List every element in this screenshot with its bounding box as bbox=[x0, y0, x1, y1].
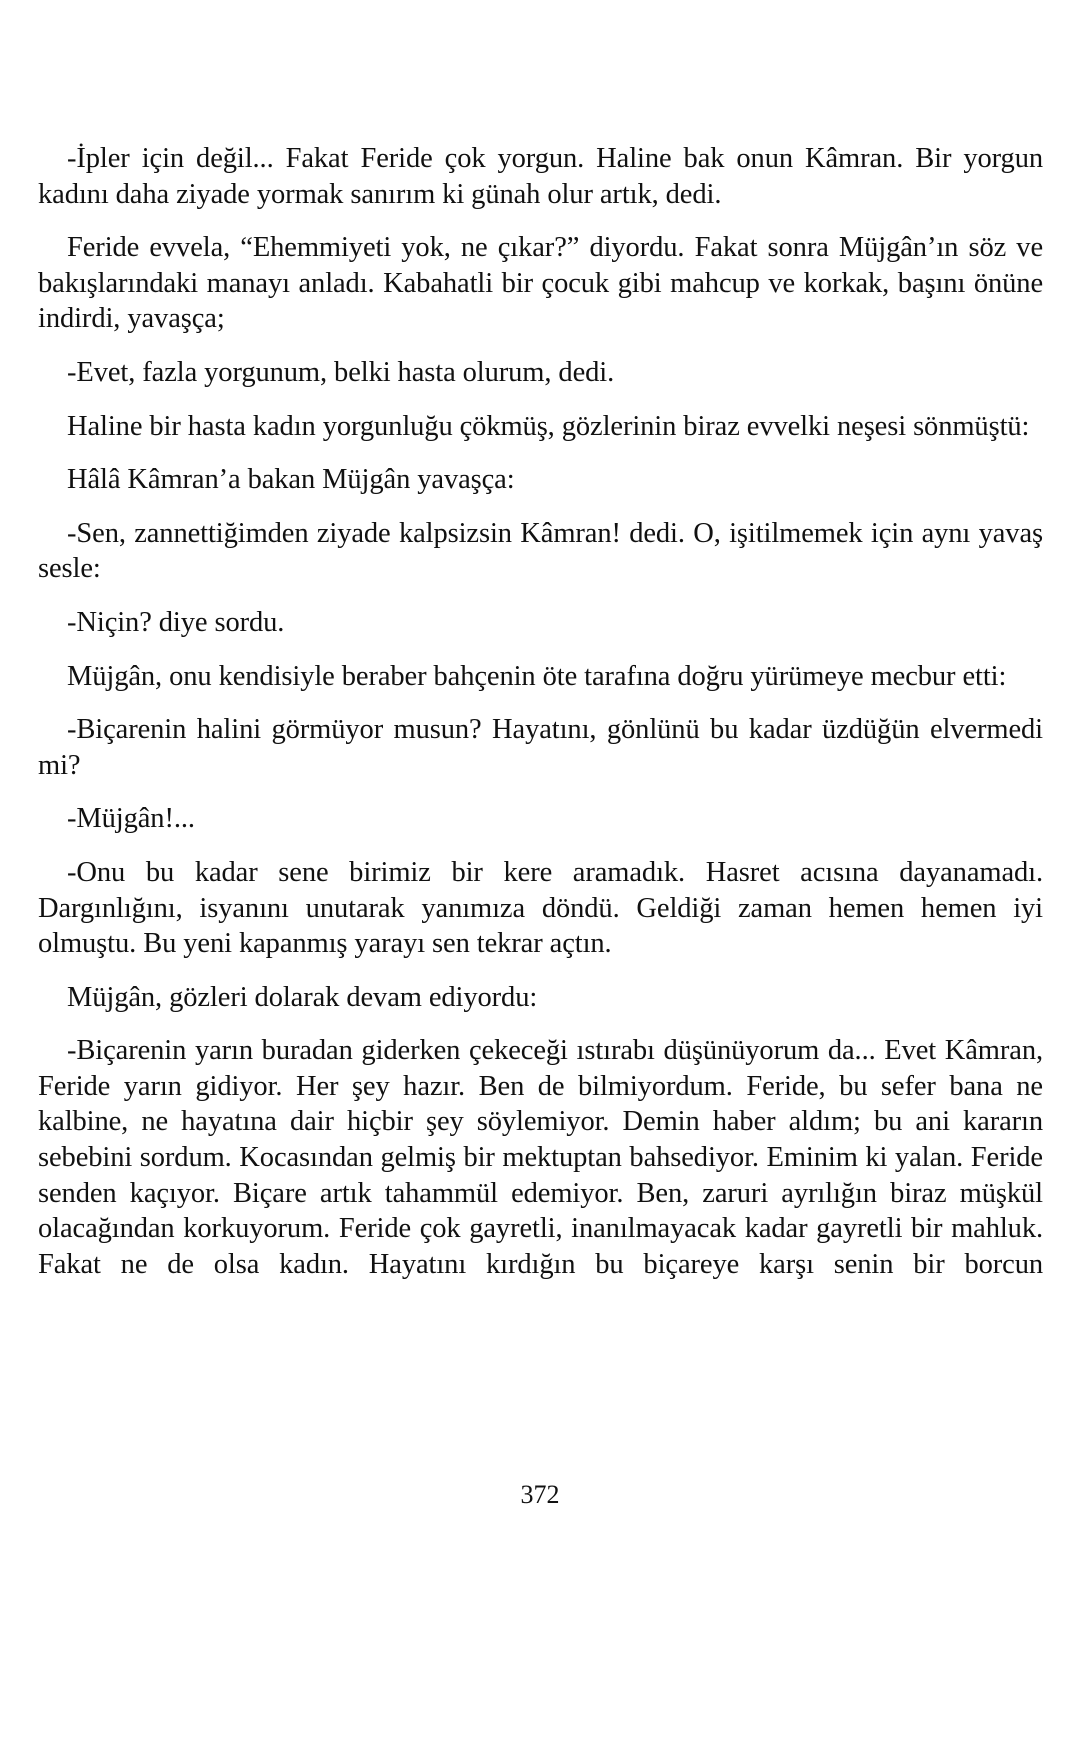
paragraph: -Müjgân!... bbox=[67, 803, 195, 835]
paragraph: Müjgân, onu kendisiyle beraber bahçenin öte tarafına doğru yürümeye mecbur etti: bbox=[67, 660, 1007, 692]
paragraph: Feride evvela, “Ehemmiyeti yok, ne çıkar?” diyordu. Fakat sonra Müjgân’ın söz ve bakışlarındaki manayı anladı. Kabahatli bir çocuk gibi mahcup ve korkak, başını önüne indirdi, yavaşça; bbox=[38, 232, 1043, 335]
paragraph: -İpler için değil... Fakat Feride çok yorgun. Haline bak onun Kâmran. Bir yorgun kadını daha ziyade yormak sanırım ki günah olur artık, dedi. bbox=[38, 143, 1043, 210]
paragraph: -Sen, zannettiğimden ziyade kalpsizsin Kâmran! dedi. O, işitilmemek için aynı yavaş sesle: bbox=[38, 517, 1043, 585]
paragraph: -Biçarenin halini görmüyor musun? Hayatını, gönlünü bu kadar üzdüğün elvermedi mi? bbox=[38, 714, 1043, 781]
page-number: 372 bbox=[520, 1480, 560, 1509]
paragraph: Müjgân, gözleri dolarak devam ediyordu: bbox=[67, 981, 538, 1013]
paragraph: -Niçin? diye sordu. bbox=[67, 606, 285, 638]
paragraph: Hâlâ Kâmran’a bakan Müjgân yavaşça: bbox=[67, 464, 515, 496]
paragraph: -Biçarenin yarın buradan giderken çekeceği ıstırabı düşünüyorum da... Evet Kâmran, Feride yarın gidiyor. Her şey hazır. Ben de bilmiyordum. Feride, bu sefer bana ne kalbine, ne hayatına dair hiçbir şey söylemiyor. Demin haber aldım; bu ani kararın sebebini sordum. Kocasından gelmiş bir mektuptan bahsediyor. Eminim ki yalan. Feride senden kaçıyor. Biçare artık tahammül edemiyor. Ben, zaruri ayrılığın biraz müşkül olacağından korkuyorum. Feride çok gayretli, inanılmayacak kadar gayretli bir mahluk. Fakat ne de olsa kadın. Hayatını kırdığın bu biçareye karşı senin bir borcun bbox=[38, 1035, 1043, 1280]
paragraph: -Onu bu kadar sene birimiz bir kere aramadık. Hasret acısına dayanamadı. Dargınlığını, isyanını unutarak yanımıza döndü. Geldiği zaman hemen hemen iyi olmuştu. Bu yeni kapanmış yarayı sen tekrar açtın. bbox=[38, 856, 1043, 960]
paragraph: -Evet, fazla yorgunum, belki hasta olurum, dedi. bbox=[67, 356, 615, 388]
page-body bbox=[38, 141, 1043, 1300]
paragraph: Haline bir hasta kadın yorgunluğu çökmüş, gözlerinin biraz evvelki neşesi sönmüştü: bbox=[67, 410, 1030, 442]
